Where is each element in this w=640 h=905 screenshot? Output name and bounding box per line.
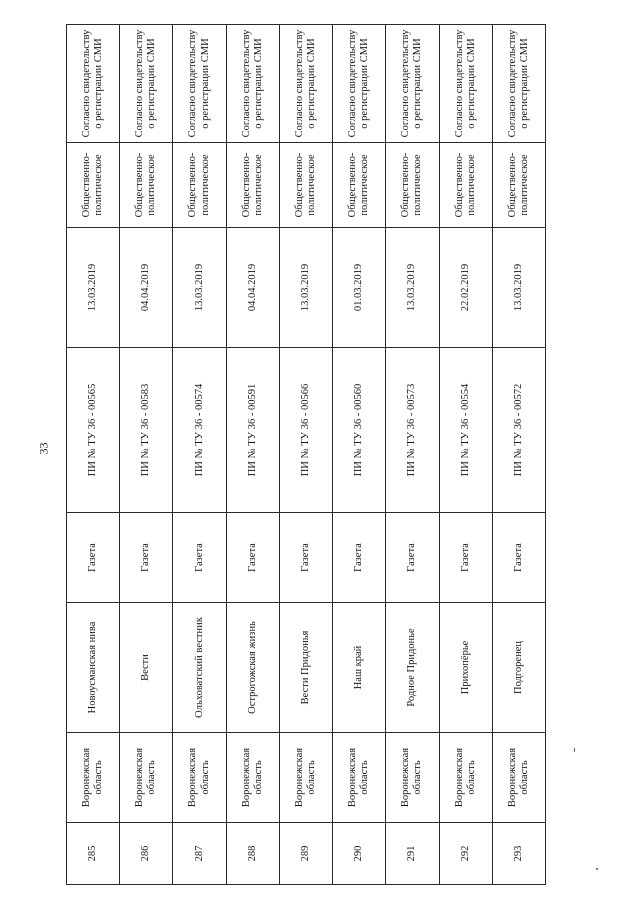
table-row (333, 25, 386, 885)
topic-cell: Общественно-политическое (120, 143, 173, 228)
registration-date-cell: 04.04.2019 (226, 228, 279, 348)
registration-date-cell: 22.02.2019 (439, 228, 492, 348)
media-name-cell: Новоусманская нива (67, 603, 120, 733)
media-name-cell: Наш край (333, 603, 386, 733)
basis-cell: Согласно свидетельству о регистрации СМИ (279, 25, 332, 143)
topic-cell: Общественно-политическое (386, 143, 439, 228)
region-cell: Воронежская область (439, 733, 492, 823)
registration-date-cell: 13.03.2019 (386, 228, 439, 348)
registration-number-cell: ПИ № ТУ 36 - 00574 (173, 348, 226, 513)
media-name-cell: Подгоренец (492, 603, 545, 733)
media-name-cell: Острогожская жизнь (226, 603, 279, 733)
media-type-cell: Газета (333, 513, 386, 603)
media-type-cell: Газета (226, 513, 279, 603)
region-cell: Воронежская область (386, 733, 439, 823)
rotated-table-container (66, 25, 546, 885)
table-row (67, 25, 120, 885)
table-row (492, 25, 545, 885)
row-number: 285 (67, 823, 120, 885)
table-body (67, 25, 546, 885)
registration-date-cell: 13.03.2019 (67, 228, 120, 348)
basis-cell: Согласно свидетельству о регистрации СМИ (173, 25, 226, 143)
topic-cell: Общественно-политическое (333, 143, 386, 228)
basis-cell: Согласно свидетельству о регистрации СМИ (492, 25, 545, 143)
topic-cell: Общественно-политическое (173, 143, 226, 228)
row-number: 287 (173, 823, 226, 885)
scan-mark (574, 748, 575, 752)
topic-cell: Общественно-политическое (67, 143, 120, 228)
basis-cell: Согласно свидетельству о регистрации СМИ (67, 25, 120, 143)
registration-number-cell: ПИ № ТУ 36 - 00572 (492, 348, 545, 513)
basis-cell: Согласно свидетельству о регистрации СМИ (120, 25, 173, 143)
registration-date-cell: 13.03.2019 (492, 228, 545, 348)
registration-number-cell: ПИ № ТУ 36 - 00591 (226, 348, 279, 513)
region-cell: Воронежская область (333, 733, 386, 823)
media-name-cell: Прихопёрье (439, 603, 492, 733)
region-cell: Воронежская область (492, 733, 545, 823)
region-cell: Воронежская область (279, 733, 332, 823)
media-type-cell: Газета (120, 513, 173, 603)
table-row (439, 25, 492, 885)
region-cell: Воронежская область (120, 733, 173, 823)
media-type-cell: Газета (173, 513, 226, 603)
row-number: 289 (279, 823, 332, 885)
region-cell: Воронежская область (226, 733, 279, 823)
row-number: 291 (386, 823, 439, 885)
topic-cell: Общественно-политическое (226, 143, 279, 228)
media-name-cell: Ольховатский вестник (173, 603, 226, 733)
registration-number-cell: ПИ № ТУ 36 - 00554 (439, 348, 492, 513)
scan-mark (596, 868, 598, 870)
registration-date-cell: 04.04.2019 (120, 228, 173, 348)
media-type-cell: Газета (67, 513, 120, 603)
region-cell: Воронежская область (173, 733, 226, 823)
registration-number-cell: ПИ № ТУ 36 - 00560 (333, 348, 386, 513)
row-number: 293 (492, 823, 545, 885)
registration-number-cell: ПИ № ТУ 36 - 00573 (386, 348, 439, 513)
table-row (386, 25, 439, 885)
media-type-cell: Газета (279, 513, 332, 603)
registration-date-cell: 13.03.2019 (173, 228, 226, 348)
basis-cell: Согласно свидетельству о регистрации СМИ (333, 25, 386, 143)
media-name-cell: Вести Придонья (279, 603, 332, 733)
basis-cell: Согласно свидетельству о регистрации СМИ (386, 25, 439, 143)
registration-number-cell: ПИ № ТУ 36 - 00566 (279, 348, 332, 513)
registration-date-cell: 01.03.2019 (333, 228, 386, 348)
table-row (120, 25, 173, 885)
row-number: 290 (333, 823, 386, 885)
table-row (173, 25, 226, 885)
region-cell: Воронежская область (67, 733, 120, 823)
registration-number-cell: ПИ № ТУ 36 - 00565 (67, 348, 120, 513)
topic-cell: Общественно-политическое (439, 143, 492, 228)
row-number: 288 (226, 823, 279, 885)
media-name-cell: Вести (120, 603, 173, 733)
media-registry-table (66, 24, 546, 885)
media-type-cell: Газета (492, 513, 545, 603)
media-type-cell: Газета (386, 513, 439, 603)
registration-date-cell: 13.03.2019 (279, 228, 332, 348)
media-name-cell: Родное Придонье (386, 603, 439, 733)
row-number: 292 (439, 823, 492, 885)
media-type-cell: Газета (439, 513, 492, 603)
basis-cell: Согласно свидетельству о регистрации СМИ (226, 25, 279, 143)
basis-cell: Согласно свидетельству о регистрации СМИ (439, 25, 492, 143)
registration-number-cell: ПИ № ТУ 36 - 00583 (120, 348, 173, 513)
topic-cell: Общественно-политическое (279, 143, 332, 228)
topic-cell: Общественно-политическое (492, 143, 545, 228)
table-row (279, 25, 332, 885)
table-row (226, 25, 279, 885)
row-number: 286 (120, 823, 173, 885)
page-number: 33 (36, 442, 51, 455)
